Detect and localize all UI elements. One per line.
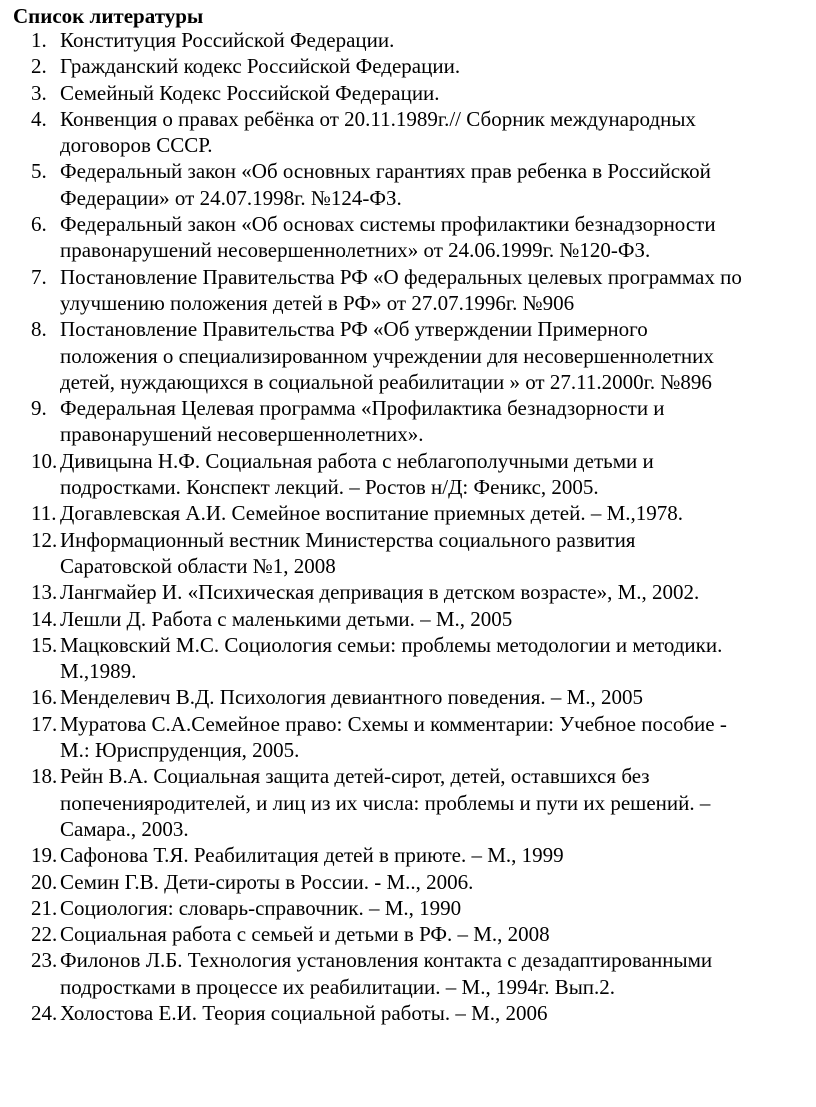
item-text-line: Конвенция о правах ребёнка от 20.11.1989г.// Сборник международных [60,106,696,131]
item-text-line: Филонов Л.Б. Технология установления контакта с дезадаптированными [60,948,713,973]
item-text [60,921,808,947]
item-text-line: М.: Юриспруденция, 2005. [60,738,300,763]
item-number: 17. [31,711,58,736]
item-text-line: Рейн В.А. Социальная защита детей-сирот, детей, оставшихся без [60,764,650,789]
item-number: 3. [31,80,47,105]
item-text-line: Догавлевская А.И. Семейное воспитание приемных детей. – М.,1978. [60,501,683,526]
item-number: 15. [31,632,58,657]
bibliography-item [0,158,816,211]
item-number: 1. [31,28,47,52]
item-text-line: договоров СССР. [60,133,213,158]
item-number: 10. [31,448,58,473]
item-text [60,711,808,764]
item-text-line: Холостова Е.И. Теория социальной работы. – М., 2006 [60,1000,548,1025]
item-text [60,500,808,526]
item-text [60,53,808,79]
bibliography-item [0,106,816,159]
item-text [60,606,808,632]
item-text-line: Социология: словарь-справочник. – М., 1990 [60,895,462,920]
item-text-line: Семейный Кодекс Российской Федерации. [60,80,440,105]
item-text [60,895,808,921]
bibliography-item [0,869,816,895]
item-text [60,869,808,895]
bibliography-item [0,316,816,395]
item-text [60,1000,808,1026]
item-text-line: Конституция Российской Федерации. [60,28,395,52]
item-text-line: Федеральная Целевая программа «Профилактика безнадзорности и [60,396,665,421]
bibliography-item [0,500,816,526]
item-text-line: Самара., 2003. [60,816,189,841]
item-text [60,763,808,842]
item-text-line: детей, нуждающихся в социальной реабилитации » от 27.11.2000г. №896 [60,369,712,394]
page-title: Список литературы [13,4,204,28]
bibliography-item [0,632,816,685]
item-number: 22. [31,922,58,947]
item-text-line: правонарушений несовершеннолетних» от 24.06.1999г. №120-ФЗ. [60,238,651,263]
item-text [60,158,808,211]
item-text-line: Лешли Д. Работа с маленькими детьми. – М., 2005 [60,606,513,631]
item-number: 20. [31,869,58,894]
item-number: 18. [31,764,58,789]
bibliography-item [0,80,816,106]
bibliography-item [0,211,816,264]
item-text [60,316,808,395]
item-text [60,211,808,264]
item-text [60,684,808,710]
item-text-line: улучшению положения детей в РФ» от 27.07.1996г. №906 [60,290,575,315]
bibliography-list [0,27,816,1026]
item-number: 14. [31,606,58,631]
bibliography-item [0,395,816,448]
item-number: 24. [31,1000,58,1025]
item-number: 8. [31,317,47,342]
item-text [60,947,808,1000]
bibliography-item [0,606,816,632]
bibliography-item [0,921,816,947]
item-text-line: Мацковский М.С. Социология семьи: проблемы методологии и методики. [60,632,723,657]
item-number: 13. [31,580,58,605]
item-number: 9. [31,396,47,421]
item-text-line: Информационный вестник Министерства социального развития [60,527,636,552]
bibliography-item [0,895,816,921]
item-number: 23. [31,948,58,973]
item-text-line: Гражданский кодекс Российской Федерации. [60,54,461,79]
bibliography-item [0,684,816,710]
item-text-line: Саратовской области №1, 2008 [60,553,336,578]
item-number: 7. [31,264,47,289]
item-text-line: Дивицына Н.Ф. Социальная работа с неблагополучными детьми и [60,448,654,473]
item-text-line: Сафонова Т.Я. Реабилитация детей в приюте. – М., 1999 [60,843,564,868]
bibliography-item [0,763,816,842]
item-number: 4. [31,106,47,131]
item-number: 6. [31,212,47,237]
item-number: 19. [31,843,58,868]
item-text [60,448,808,501]
item-text [60,632,808,685]
item-text-line: Семин Г.В. Дети-сироты в России. - М.., 2006. [60,869,474,894]
item-text-line: Лангмайер И. «Психическая депривация в детском возрасте», М., 2002. [60,580,700,605]
item-text-line: подростками. Конспект лекций. – Ростов н/Д: Феникс, 2005. [60,475,599,500]
item-text [60,395,808,448]
item-text-line: Федеральный закон «Об основных гарантиях прав ребенка в Российской [60,159,711,184]
bibliography-item [0,53,816,79]
bibliography-item [0,264,816,317]
item-number: 16. [31,685,58,710]
item-text-line: Постановление Правительства РФ «О федеральных целевых программах по [60,264,742,289]
item-text-line: попеченияродителей, и лиц из их числа: проблемы и пути их решений. – [60,790,711,815]
item-text-line: Федеральный закон «Об основах системы профилактики безнадзорности [60,212,716,237]
bibliography-item [0,1000,816,1026]
item-text [60,579,808,605]
bibliography-item [0,842,816,868]
bibliography-item [0,947,816,1000]
item-text-line: подростками в процессе их реабилитации. – М., 1994г. Вып.2. [60,974,616,999]
item-text-line: положения о специализированном учреждении для несовершеннолетних [60,343,714,368]
item-text [60,842,808,868]
item-text-line: Социальная работа с семьей и детьми в РФ. – М., 2008 [60,922,550,947]
item-text-line: Муратова С.А.Семейное право: Схемы и комментарии: Учебное пособие - [60,711,727,736]
item-number: 21. [31,895,58,920]
item-text [60,106,808,159]
item-text-line: Постановление Правительства РФ «Об утверждении Примерного [60,317,648,342]
item-number: 12. [31,527,58,552]
item-text-line: правонарушений несовершеннолетних». [60,422,424,447]
item-text-line: Федерации» от 24.07.1998г. №124-ФЗ. [60,185,402,210]
item-text [60,527,808,580]
item-text [60,264,808,317]
item-text [60,80,808,106]
bibliography-item [0,448,816,501]
bibliography-item [0,527,816,580]
item-text [60,27,808,53]
bibliography-item [0,711,816,764]
bibliography-item [0,579,816,605]
item-text-line: М.,1989. [60,659,137,684]
item-text-line: Менделевич В.Д. Психология девиантного поведения. – М., 2005 [60,685,644,710]
item-number: 2. [31,54,47,79]
item-number: 11. [31,501,57,526]
bibliography-item [0,27,816,53]
item-number: 5. [31,159,47,184]
